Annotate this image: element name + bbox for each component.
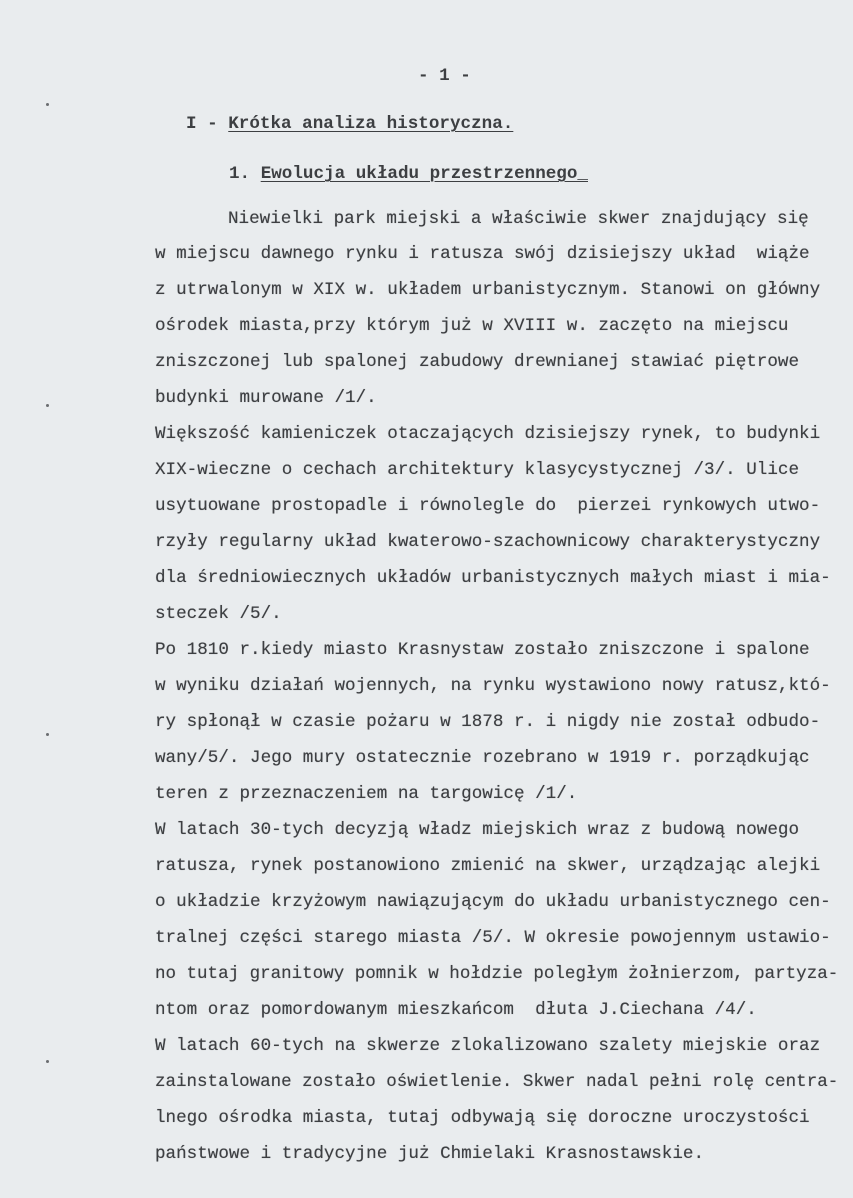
text-line: no tutaj granitowy pomnik w hołdzie poległym żołnierzom, partyza-	[155, 964, 839, 984]
subsection-heading	[229, 164, 588, 184]
text-line: ośrodek miasta,przy którym już w XVIII w. zaczęto na miejscu	[155, 316, 789, 336]
text-line: W latach 30-tych decyzją władz miejskich wraz z budową nowego	[155, 820, 800, 840]
text-line: W latach 60-tych na skwerze zlokalizowano szalety miejskie oraz	[155, 1036, 821, 1056]
text-line: tralnej części starego miasta /5/. W okresie powojennym ustawio-	[155, 928, 831, 948]
text-line: teren z przeznaczeniem na targowicę /1/.	[155, 784, 578, 804]
text-line: ratusza, rynek postanowiono zmienić na skwer, urządzając alejki	[155, 856, 821, 876]
text-line: z utrwalonym w XIX w. układem urbanistycznym. Stanowi on główny	[155, 280, 821, 300]
text-line: wany/5/. Jego mury ostatecznie rozebrano w 1919 r. porządkując	[155, 748, 810, 768]
text-line: steczek /5/.	[155, 604, 282, 624]
text-line: w miejscu dawnego rynku i ratusza swój dzisiejszy układ wiąże	[155, 244, 810, 264]
section-heading	[186, 114, 513, 134]
text-line: dla średniowiecznych układów urbanistycznych małych miast i mia-	[155, 568, 831, 588]
text-line: rzyły regularny układ kwaterowo-szachownicowy charakterystyczny	[155, 532, 821, 552]
text-line: Po 1810 r.kiedy miasto Krasnystaw zostało zniszczone i spalone	[155, 640, 810, 660]
text-line: Większość kamieniczek otaczających dzisiejszy rynek, to budynki	[155, 424, 821, 444]
text-line: lnego ośrodka miasta, tutaj odbywają się doroczne uroczystości	[155, 1108, 810, 1128]
text-line: zainstalowane zostało oświetlenie. Skwer nadal pełni rolę centra-	[155, 1072, 839, 1092]
text-line: o układzie krzyżowym nawiązującym do układu urbanistycznego cen-	[155, 892, 831, 912]
text-line: ntom oraz pomordowanym mieszkańcom dłuta J.Ciechana /4/.	[155, 1000, 757, 1020]
text-line: ry spłonął w czasie pożaru w 1878 r. i nigdy nie został odbudo-	[155, 712, 821, 732]
punch-hole-mark	[46, 103, 49, 106]
text-line: budynki murowane /1/.	[155, 388, 377, 408]
subsection-number: 1.	[229, 164, 251, 184]
text-line: XIX-wieczne o cechach architektury klasycystycznej /3/. Ulice	[155, 460, 800, 480]
page-number: - 1 -	[418, 66, 471, 86]
text-line: państwowe i tradycyjne już Chmielaki Krasnostawskie.	[155, 1144, 705, 1164]
section-number: I -	[186, 114, 218, 134]
text-line: usytuowane prostopadle i równolegle do pierzei rynkowych utwo-	[155, 496, 821, 516]
subsection-title: Ewolucja układu przestrzennego_	[260, 164, 588, 184]
text-line: w wyniku działań wojennych, na rynku wystawiono nowy ratusz,któ-	[155, 676, 831, 696]
text-line: Niewielki park miejski a właściwie skwer znajdujący się	[228, 209, 809, 229]
section-title: Krótka analiza historyczna.	[228, 114, 514, 134]
text-line: zniszczonej lub spalonej zabudowy drewnianej stawiać piętrowe	[155, 352, 800, 372]
punch-hole-mark	[46, 404, 49, 407]
punch-hole-mark	[46, 1060, 49, 1063]
punch-hole-mark	[46, 733, 49, 736]
